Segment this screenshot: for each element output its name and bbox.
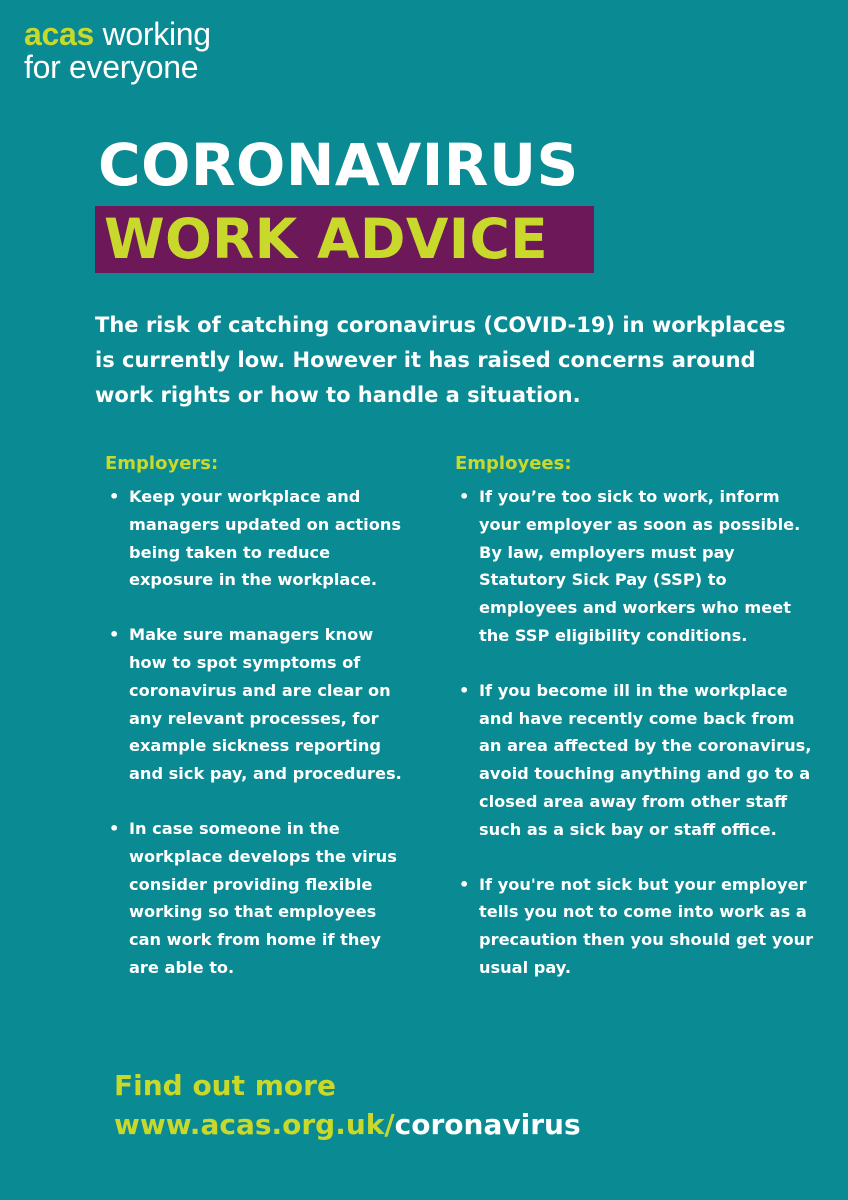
page-title: CORONAVIRUS	[98, 131, 579, 199]
employees-column	[455, 452, 815, 982]
list-item-text: In case someone in the workplace develops the virus consider providing flexible working so that employees can work from home if they are able to.	[129, 818, 397, 977]
bullet-icon: •	[459, 487, 470, 506]
list-item	[455, 871, 815, 982]
employees-heading: Employees:	[455, 453, 572, 474]
list-item-text: Keep your workplace and managers updated on actions being taken to reduce exposure in the workplace.	[129, 487, 401, 590]
list-item-text: If you're not sick but your employer tells you not to come into work as a precaution then you should get your usual pay.	[479, 874, 814, 977]
bullet-icon: •	[459, 874, 470, 894]
list-item	[105, 621, 405, 788]
list-item	[455, 483, 815, 650]
bullet-icon: •	[109, 625, 120, 645]
bullet-icon: •	[109, 818, 120, 838]
page-subtitle: WORK ADVICE	[104, 207, 549, 271]
list-item	[455, 677, 815, 844]
acas-logo	[24, 18, 211, 84]
list-item-text: If you become ill in the workplace and have recently come back from an area affected by the coronavirus, avoid touching anything and go to a closed area away from other staff such as a sick bay or staff office.	[479, 680, 812, 839]
find-out-more-label: Find out more	[114, 1069, 336, 1102]
list-item	[105, 483, 405, 594]
website-link-domain[interactable]: www.acas.org.uk/	[114, 1108, 395, 1141]
website-link[interactable]	[114, 1107, 581, 1143]
logo-tagline-1: working	[102, 16, 211, 52]
employers-list	[105, 483, 405, 982]
employees-list	[455, 483, 815, 982]
bullet-icon: •	[459, 680, 470, 700]
logo-tagline-2: for everyone	[24, 49, 199, 85]
bullet-icon: •	[109, 487, 120, 506]
website-link-path[interactable]: coronavirus	[394, 1108, 581, 1141]
employers-heading: Employers:	[105, 453, 219, 474]
list-item-text: If you’re too sick to work, inform your employer as soon as possible. By law, employers must pay Statutory Sick Pay (SSP) to employees and workers who meet the SSP eligibility conditions.	[479, 487, 801, 645]
list-item-text: Make sure managers know how to spot symptoms of coronavirus and are clear on any relevant processes, for example sickness reporting and sick pay, and procedures.	[129, 625, 402, 784]
logo-brand: acas	[24, 16, 94, 52]
intro-paragraph: The risk of catching coronavirus (COVID-19) in workplaces is currently low. However it has raised concerns around work rights or how to handle a situation.	[95, 313, 786, 407]
employers-column	[105, 452, 405, 982]
logo-line-1	[24, 18, 211, 51]
list-item	[105, 815, 405, 982]
